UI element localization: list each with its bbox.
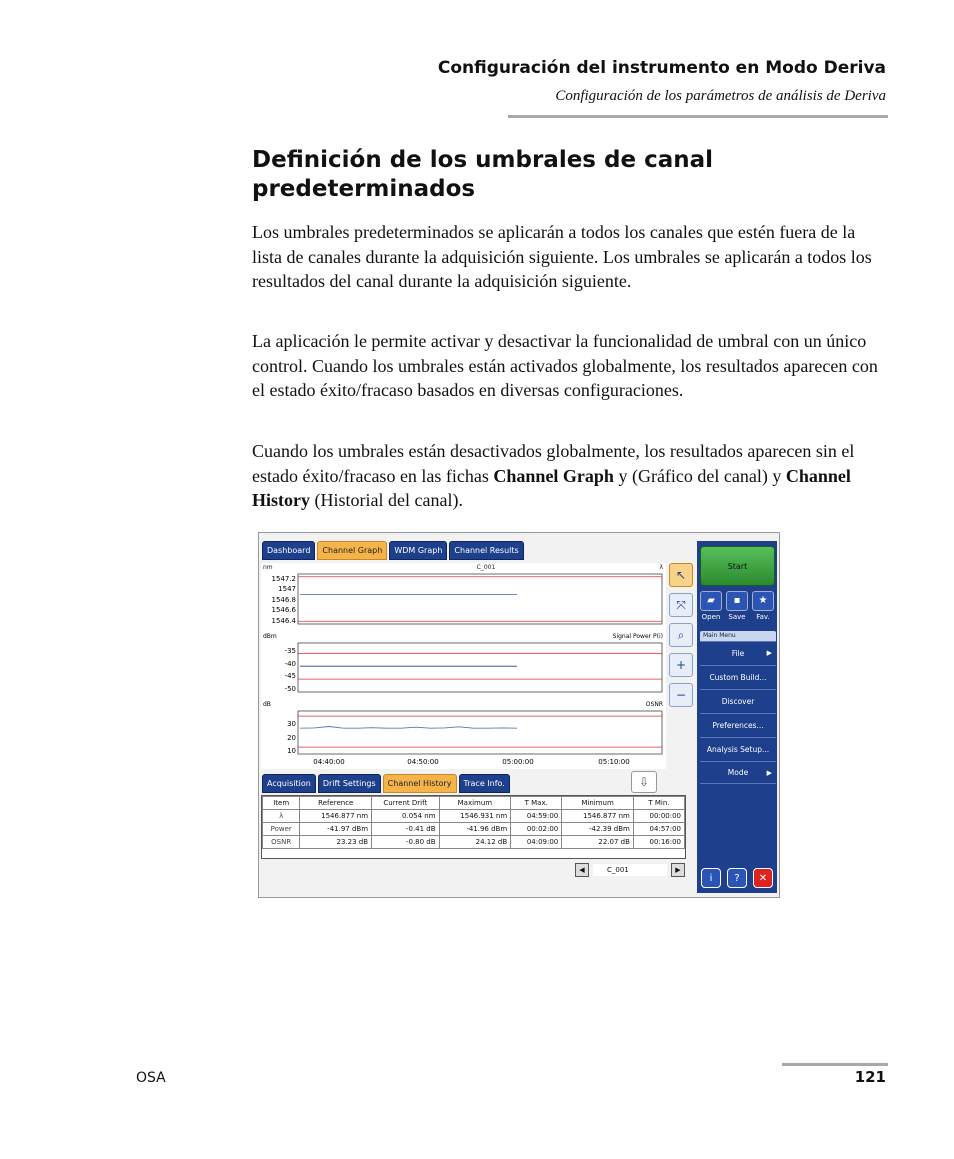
zoom-fit-icon[interactable]: ⤧ [669, 593, 693, 617]
plot3-ytick: 20 [287, 734, 296, 742]
menu-custom-build[interactable] [700, 665, 776, 688]
table-cell: 00:02:00 [511, 823, 562, 836]
previous-channel-button[interactable]: ◀ [575, 863, 589, 877]
table-cell: 1546.931 nm [439, 810, 511, 823]
save-icon: ▪ [726, 591, 748, 611]
footer-product: OSA [136, 1070, 166, 1086]
table-cell: 22.07 dB [562, 836, 634, 849]
paragraph-1: Los umbrales predeterminados se aplicarán a todos los canales que estén fuera de la lista de canales durante la adquisición siguiente. Los umbrales se aplicarán a todos los resultados del canal durante la adquisición siguiente. [252, 222, 872, 291]
menu-mode[interactable] [700, 761, 776, 784]
column-header: Current Drift [372, 797, 440, 810]
menu-custom-build-label: Custom Build... [709, 672, 767, 682]
table-cell: -42.39 dBm [562, 823, 634, 836]
drift-graphs [261, 563, 666, 769]
tab-channel-history[interactable]: Channel History [383, 774, 457, 793]
plot3-ylabel: dB [263, 701, 271, 708]
page-number: 121 [854, 1068, 886, 1086]
zoom-in-icon[interactable]: + [669, 653, 693, 677]
magnifier-icon[interactable]: ⌕ [669, 623, 693, 647]
paragraph-3-text-a: Cuando los umbrales están desactivados globalmente, los resultados aparecen sin el estado éxito/fracaso en las fichas [252, 441, 855, 486]
plot1-ytick: 1547.2 [271, 575, 296, 583]
menu-file-label: File [731, 648, 745, 658]
x-tick-label: 05:10:00 [598, 758, 630, 766]
paragraph-3 [252, 439, 888, 513]
column-header: Minimum [562, 797, 634, 810]
main-menu-label: Main Menu [700, 631, 776, 641]
plot3-legend: OSNR [645, 701, 663, 708]
footer-rule [782, 1063, 888, 1066]
table-cell: 04:09:00 [511, 836, 562, 849]
channel-navigator [575, 863, 685, 877]
plot3-frame [298, 711, 662, 754]
menu-preferences[interactable] [700, 713, 776, 736]
chevron-right-icon: ▶ [766, 768, 772, 777]
x-tick-label: 05:00:00 [502, 758, 534, 766]
plot2-ytick: -40 [284, 660, 296, 668]
plot1-ytick: 1546.6 [271, 606, 296, 614]
channel-history-table [261, 795, 686, 859]
bottom-tab-bar [262, 774, 510, 793]
section-title: Definición de los umbrales de canal predeterminados [252, 147, 713, 202]
channel-graph-term: Channel Graph [493, 465, 614, 486]
table-cell: -0.80 dB [372, 836, 440, 849]
menu-file[interactable] [700, 641, 776, 664]
plot2-ytick: -50 [284, 685, 296, 693]
plot3-ytick: 30 [287, 720, 296, 728]
collapse-panel-icon[interactable]: ⇩ [631, 771, 657, 793]
favorites-label: Fav. [756, 613, 770, 621]
table-cell: Power [263, 823, 300, 836]
plot3-ytick: 10 [287, 747, 296, 755]
tab-channel-results[interactable]: Channel Results [449, 541, 523, 560]
table-cell: -0.41 dB [372, 823, 440, 836]
plot1-legend: λ [659, 564, 663, 571]
tab-dashboard[interactable]: Dashboard [262, 541, 315, 560]
plot1-frame [298, 574, 662, 624]
save-label: Save [728, 613, 746, 621]
next-channel-button[interactable]: ▶ [671, 863, 685, 877]
info-icon[interactable]: i [701, 868, 721, 888]
channel-selector[interactable]: C_001 [593, 864, 667, 876]
graph-toolbar [667, 563, 695, 769]
zoom-out-icon[interactable]: − [669, 683, 693, 707]
x-tick-label: 04:40:00 [313, 758, 345, 766]
table-cell: 24.12 dB [439, 836, 511, 849]
osa-screenshot [258, 532, 780, 898]
save-button[interactable] [725, 591, 749, 621]
plot2-ytick: -35 [284, 647, 296, 655]
plot1-ytick: 1546.4 [271, 617, 296, 625]
column-header: Reference [300, 797, 372, 810]
tab-drift-settings[interactable]: Drift Settings [318, 774, 381, 793]
table-cell: 1546.877 nm [300, 810, 372, 823]
tab-channel-graph[interactable]: Channel Graph [317, 541, 387, 560]
plot2-ytick: -45 [284, 672, 296, 680]
table-row [263, 810, 685, 823]
table-cell: OSNR [263, 836, 300, 849]
table-cell: 0.054 nm [372, 810, 440, 823]
paragraph-3-text-c: y (Gráfico del canal) y [613, 465, 786, 486]
pointer-tool-icon[interactable]: ↖ [669, 563, 693, 587]
table-cell: 23.23 dB [300, 836, 372, 849]
open-button[interactable] [699, 591, 723, 621]
menu-preferences-label: Preferences... [712, 720, 764, 730]
menu-discover[interactable] [700, 689, 776, 712]
channel-history-term: Channel History [252, 465, 851, 510]
table-cell: 1546.877 nm [562, 810, 634, 823]
menu-mode-label: Mode [727, 768, 749, 777]
running-header-subtitle: Configuración de los parámetros de análisis de Deriva [555, 88, 886, 104]
menu-analysis-setup-label: Analysis Setup... [706, 744, 770, 754]
menu-analysis-setup[interactable] [700, 737, 776, 760]
plot1-ytick: 1547 [278, 585, 296, 593]
header-rule [508, 115, 888, 118]
star-icon: ★ [752, 591, 774, 611]
plot2-ylabel: dBm [263, 633, 277, 640]
help-icon[interactable]: ? [727, 868, 747, 888]
table-row [263, 823, 685, 836]
table-cell: -41.96 dBm [439, 823, 511, 836]
close-icon[interactable]: ✕ [753, 868, 773, 888]
column-header: T Max. [511, 797, 562, 810]
table-cell: 00:16:00 [633, 836, 684, 849]
column-header: Item [263, 797, 300, 810]
table-cell: -41.97 dBm [300, 823, 372, 836]
plot1-title: C_001 [476, 564, 496, 571]
plot2-frame [298, 643, 662, 692]
top-tab-bar [262, 541, 524, 560]
paragraph-2: La aplicación le permite activar y desactivar la funcionalidad de umbral con un único control. Cuando los umbrales están activados globalmente, los resultados aparecen con el estado éxito/fracaso basados en diversas configuraciones. [252, 331, 878, 400]
table-cell: λ [263, 810, 300, 823]
tab-trace-info[interactable]: Trace Info. [459, 774, 510, 793]
chevron-right-icon: ▶ [766, 649, 772, 657]
plot1-ytick: 1546.8 [271, 596, 296, 604]
menu-discover-label: Discover [721, 696, 755, 706]
plot2-legend: Signal Power P(i) [612, 633, 663, 640]
running-header-title: Configuración del instrumento en Modo Deriva [437, 58, 886, 78]
table-row [263, 836, 685, 849]
tab-acquisition[interactable]: Acquisition [262, 774, 316, 793]
side-panel [697, 541, 777, 893]
column-header: T Min. [633, 797, 684, 810]
x-tick-label: 04:50:00 [407, 758, 439, 766]
table-cell: 04:59:00 [511, 810, 562, 823]
open-label: Open [701, 613, 721, 621]
folder-icon: ▰ [700, 591, 722, 611]
favorites-button[interactable] [751, 591, 775, 621]
table-cell: 00:00:00 [633, 810, 684, 823]
plot1-ylabel: nm [263, 564, 273, 571]
tab-wdm-graph[interactable]: WDM Graph [389, 541, 447, 560]
paragraph-3-text-e: (Historial del canal). [310, 490, 463, 510]
table-cell: 04:57:00 [633, 823, 684, 836]
start-button[interactable]: Start [700, 546, 775, 586]
column-header: Maximum [439, 797, 511, 810]
